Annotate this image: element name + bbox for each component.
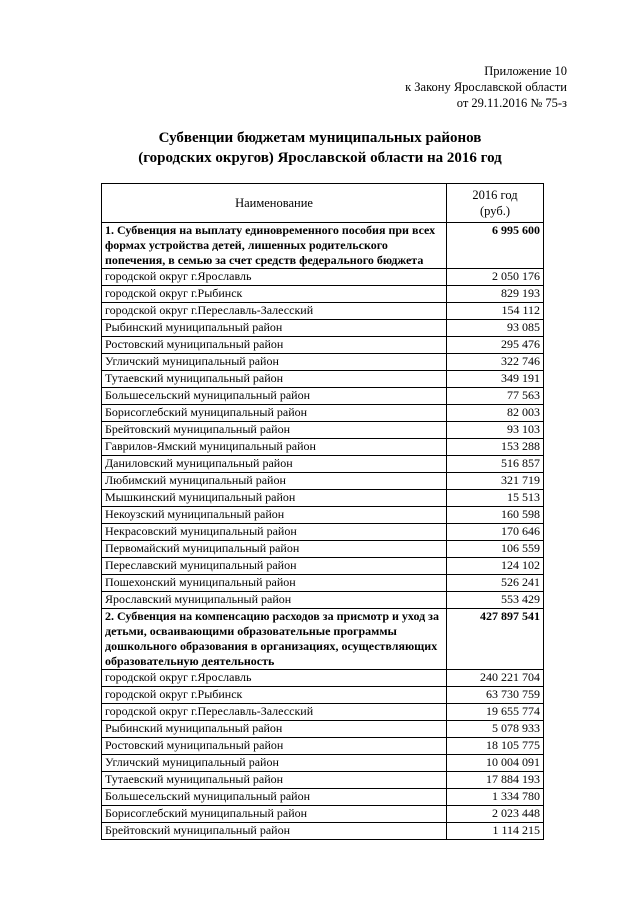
table-row-amount: 93 085 xyxy=(447,320,544,337)
table-row-name: городской округ г.Переславль-Залесский xyxy=(102,704,447,721)
section-2-header-amount: 427 897 541 xyxy=(447,609,544,670)
table-row xyxy=(102,405,544,422)
table-row-amount: 154 112 xyxy=(447,303,544,320)
table-row xyxy=(102,738,544,755)
appendix-date: от 29.11.2016 № 75-з xyxy=(456,96,567,110)
table-row-amount: 295 476 xyxy=(447,337,544,354)
table-row xyxy=(102,473,544,490)
table-row-name: Пошехонский муниципальный район xyxy=(102,575,447,592)
header-unit: (руб.) xyxy=(480,204,510,218)
table-row xyxy=(102,823,544,840)
table-row-name: Любимский муниципальный район xyxy=(102,473,447,490)
table-row xyxy=(102,456,544,473)
table-row-name: городской округ г.Переславль-Залесский xyxy=(102,303,447,320)
subvention-table xyxy=(101,183,544,840)
table-row-amount: 2 050 176 xyxy=(447,269,544,286)
section-2-header-name: 2. Субвенция на компенсацию расходов за присмотр и уход за детьми, осваивающими образовательные программы дошкольного образования в организациях, осуществляющих образовательную деятельность xyxy=(102,609,447,670)
table-row xyxy=(102,789,544,806)
table-row xyxy=(102,286,544,303)
table-row-name: Большесельский муниципальный район xyxy=(102,789,447,806)
table-row xyxy=(102,558,544,575)
table-row-name: Брейтовский муниципальный район xyxy=(102,422,447,439)
table-row-amount: 19 655 774 xyxy=(447,704,544,721)
table-row-name: Тутаевский муниципальный район xyxy=(102,371,447,388)
table-row xyxy=(102,704,544,721)
section-1-header xyxy=(102,223,544,269)
table-row xyxy=(102,575,544,592)
table-row-amount: 93 103 xyxy=(447,422,544,439)
table-row-amount: 15 513 xyxy=(447,490,544,507)
table-row-name: Угличский муниципальный район xyxy=(102,755,447,772)
table-row-amount: 17 884 193 xyxy=(447,772,544,789)
table-row-name: Рыбинский муниципальный район xyxy=(102,320,447,337)
table-row-name: Переславский муниципальный район xyxy=(102,558,447,575)
table-row-name: Первомайский муниципальный район xyxy=(102,541,447,558)
table-row-name: Ярославский муниципальный район xyxy=(102,592,447,609)
table-row xyxy=(102,806,544,823)
table-row xyxy=(102,320,544,337)
table-row xyxy=(102,388,544,405)
document-title xyxy=(0,128,640,168)
table-row-amount: 106 559 xyxy=(447,541,544,558)
table-row-amount: 1 114 215 xyxy=(447,823,544,840)
table-row xyxy=(102,592,544,609)
table-row-name: Рыбинский муниципальный район xyxy=(102,721,447,738)
table-row xyxy=(102,439,544,456)
table-row xyxy=(102,670,544,687)
header-year xyxy=(447,184,544,223)
table-row xyxy=(102,507,544,524)
table-body xyxy=(102,184,544,840)
appendix-note xyxy=(405,63,567,111)
table-row xyxy=(102,490,544,507)
table-row-name: Большесельский муниципальный район xyxy=(102,388,447,405)
table-row-name: Ростовский муниципальный район xyxy=(102,337,447,354)
table-row-amount: 10 004 091 xyxy=(447,755,544,772)
table-row xyxy=(102,371,544,388)
appendix-number: Приложение 10 xyxy=(484,64,567,78)
table-row-name: Борисоглебский муниципальный район xyxy=(102,806,447,823)
table-row xyxy=(102,337,544,354)
table-row-amount: 2 023 448 xyxy=(447,806,544,823)
table-row-amount: 321 719 xyxy=(447,473,544,490)
table-row xyxy=(102,687,544,704)
table-row-name: Борисоглебский муниципальный район xyxy=(102,405,447,422)
table-row-amount: 526 241 xyxy=(447,575,544,592)
table-row-name: Некрасовский муниципальный район xyxy=(102,524,447,541)
table-row xyxy=(102,524,544,541)
table-row-amount: 160 598 xyxy=(447,507,544,524)
table-row xyxy=(102,755,544,772)
table-row-amount: 516 857 xyxy=(447,456,544,473)
table-row-name: Гаврилов-Ямский муниципальный район xyxy=(102,439,447,456)
table-row-amount: 18 105 775 xyxy=(447,738,544,755)
table-row-amount: 63 730 759 xyxy=(447,687,544,704)
appendix-law: к Закону Ярославской области xyxy=(405,80,567,94)
table-row-name: городской округ г.Ярославль xyxy=(102,670,447,687)
table-row xyxy=(102,303,544,320)
table-row-name: городской округ г.Рыбинск xyxy=(102,687,447,704)
table-row xyxy=(102,721,544,738)
table-header-row xyxy=(102,184,544,223)
table-row xyxy=(102,422,544,439)
header-name: Наименование xyxy=(102,184,447,223)
table-row xyxy=(102,772,544,789)
table-row-amount: 829 193 xyxy=(447,286,544,303)
table-row-name: Тутаевский муниципальный район xyxy=(102,772,447,789)
section-1-header-amount: 6 995 600 xyxy=(447,223,544,269)
table-row-amount: 1 334 780 xyxy=(447,789,544,806)
title-line-1: Субвенции бюджетам муниципальных районов xyxy=(158,130,482,146)
table-row-name: Ростовский муниципальный район xyxy=(102,738,447,755)
table-row-name: городской округ г.Ярославль xyxy=(102,269,447,286)
table-row xyxy=(102,354,544,371)
table-row-name: Даниловский муниципальный район xyxy=(102,456,447,473)
table-row-amount: 322 746 xyxy=(447,354,544,371)
table-row-amount: 124 102 xyxy=(447,558,544,575)
header-year-label: 2016 год xyxy=(472,188,518,202)
table-row-name: городской округ г.Рыбинск xyxy=(102,286,447,303)
table-row-amount: 349 191 xyxy=(447,371,544,388)
table-row-name: Брейтовский муниципальный район xyxy=(102,823,447,840)
table-row-name: Некоузский муниципальный район xyxy=(102,507,447,524)
table-row xyxy=(102,269,544,286)
table-row xyxy=(102,541,544,558)
section-2-header xyxy=(102,609,544,670)
table-row-amount: 153 288 xyxy=(447,439,544,456)
table-row-amount: 82 003 xyxy=(447,405,544,422)
section-1-header-name: 1. Субвенция на выплату единовременного пособия при всех формах устройства детей, лишенных родительского попечения, в семью за счет средств федерального бюджета xyxy=(102,223,447,269)
table-row-amount: 170 646 xyxy=(447,524,544,541)
table-row-amount: 77 563 xyxy=(447,388,544,405)
title-line-2: (городских округов) Ярославской области на 2016 год xyxy=(138,150,502,166)
table-row-amount: 5 078 933 xyxy=(447,721,544,738)
table-row-name: Мышкинский муниципальный район xyxy=(102,490,447,507)
table-row-amount: 553 429 xyxy=(447,592,544,609)
table-row-name: Угличский муниципальный район xyxy=(102,354,447,371)
table-row-amount: 240 221 704 xyxy=(447,670,544,687)
